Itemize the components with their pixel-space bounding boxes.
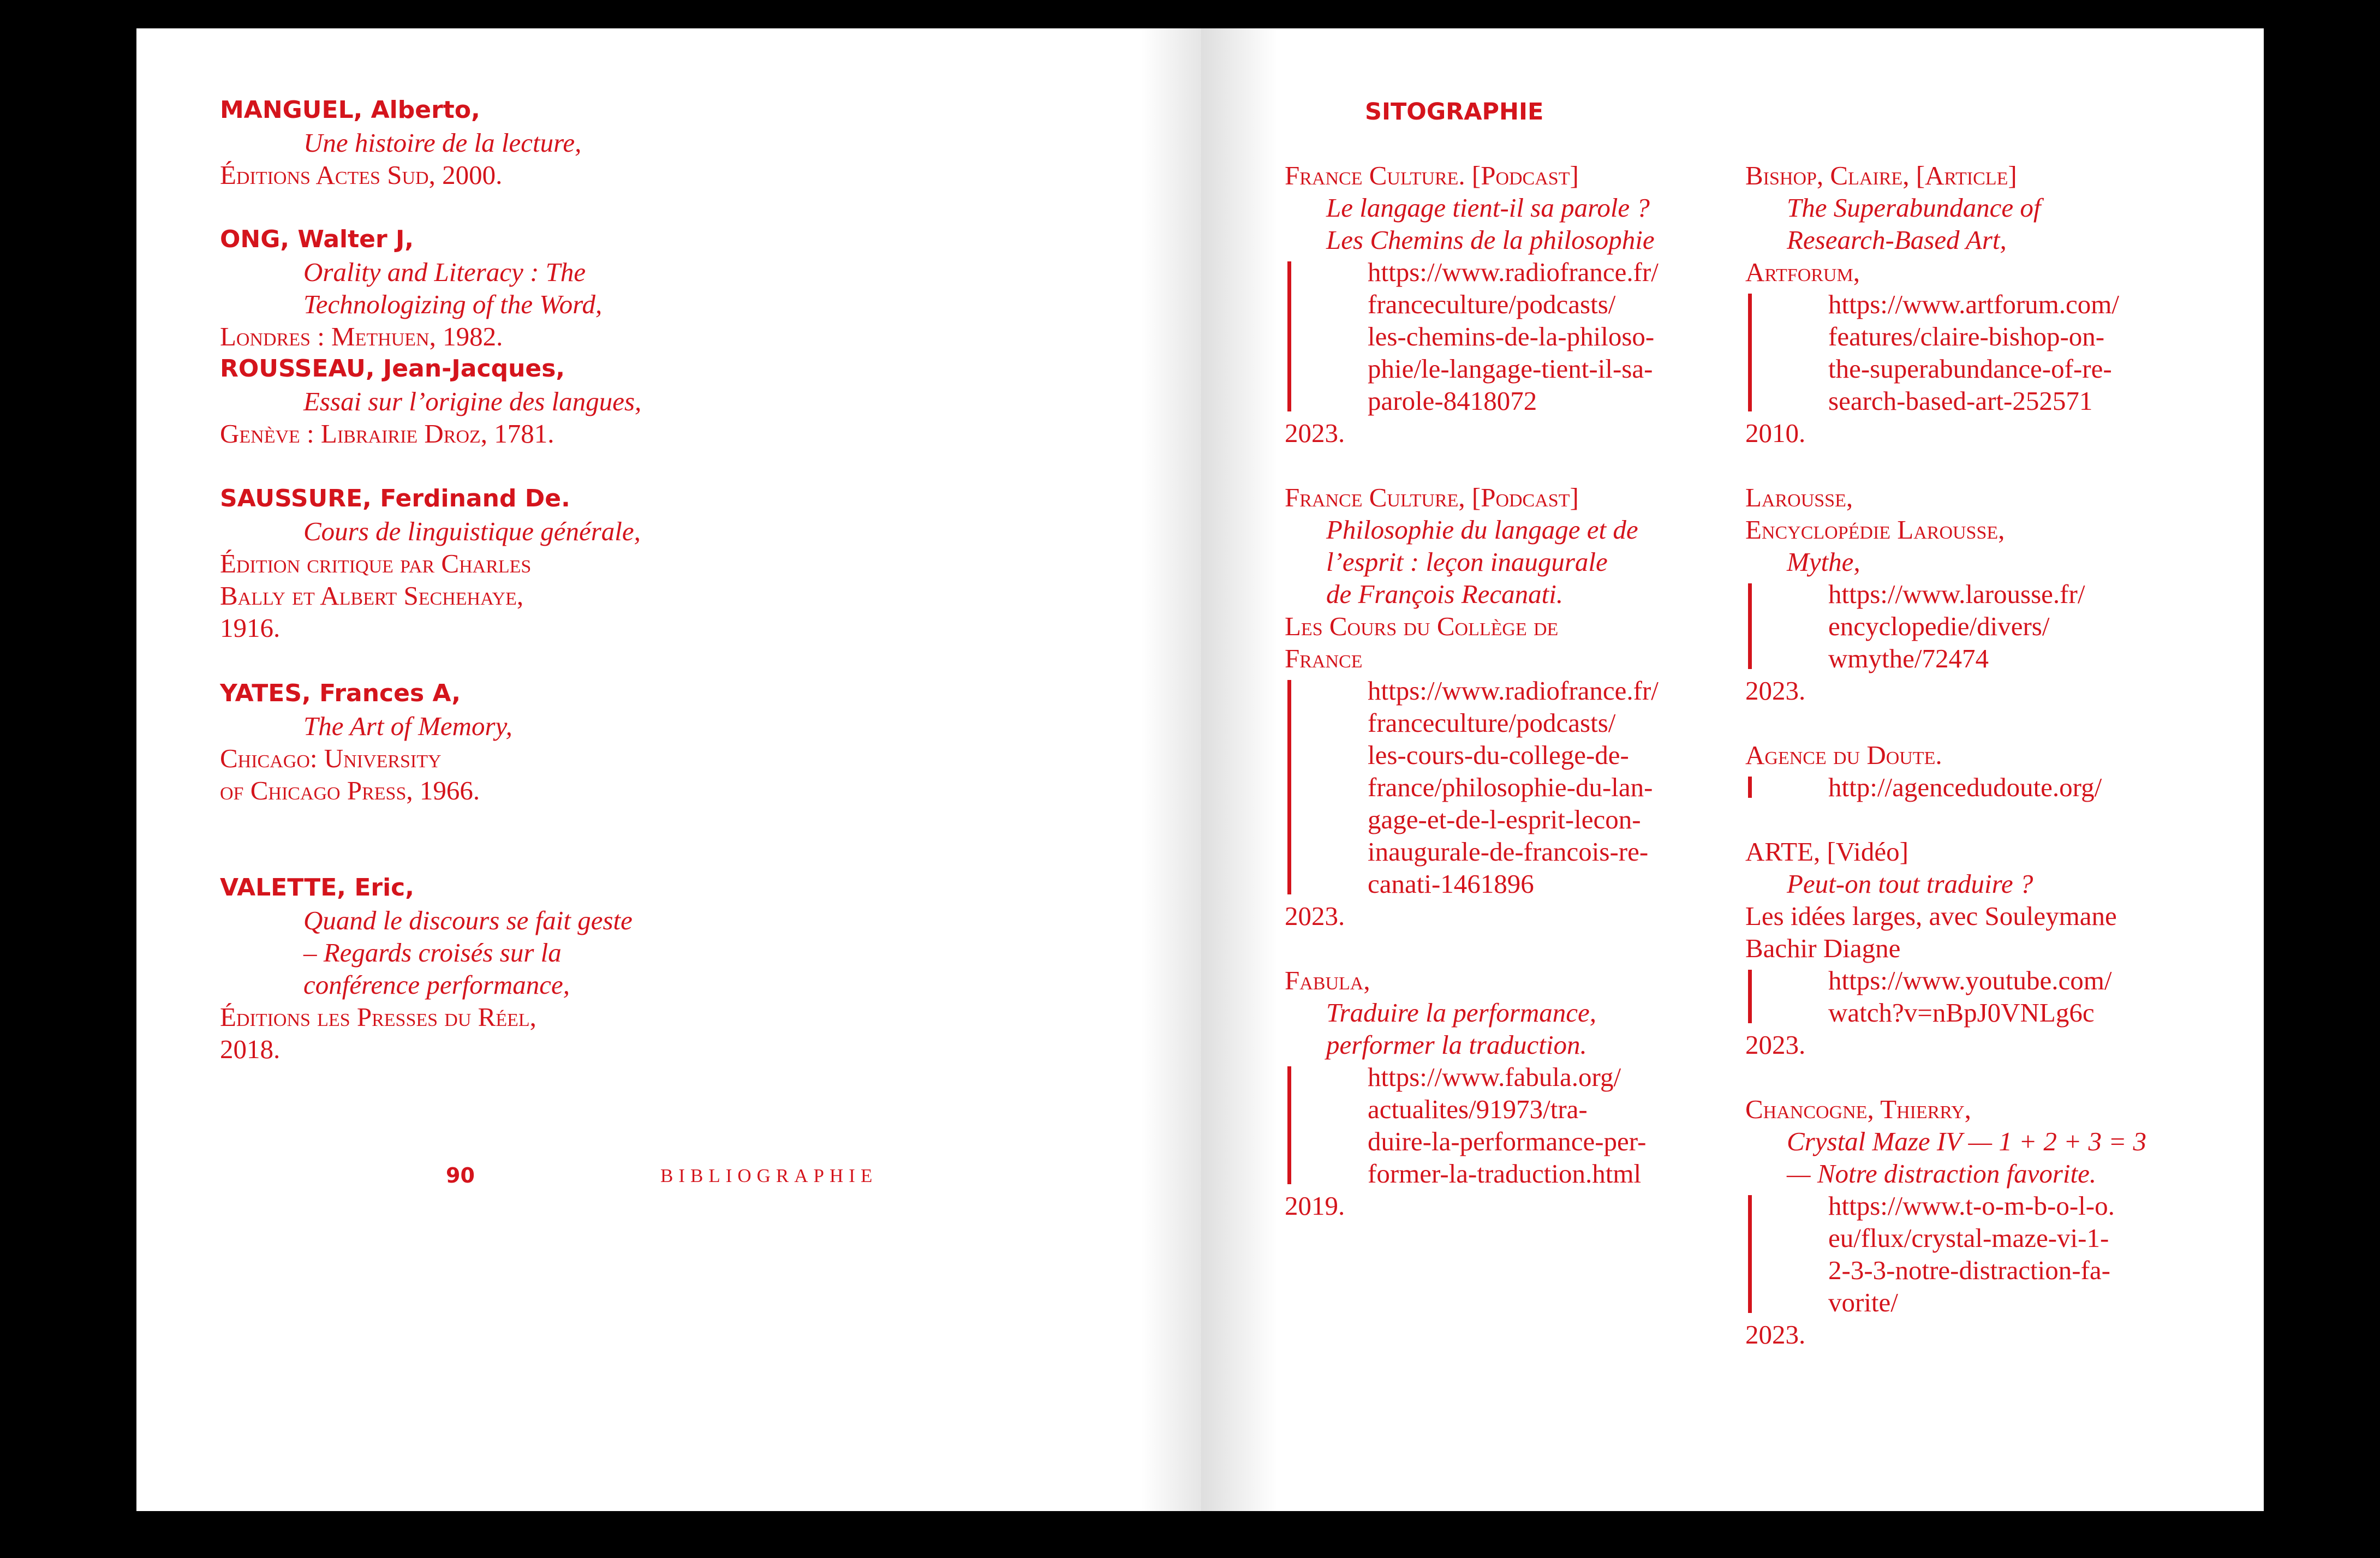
entry-line: Les Cours du Collège de [1285,611,1559,641]
url-link-line[interactable]: https://www.radiofrance.fr/ [1368,257,1659,287]
entry-line: 2023. [1285,901,1345,931]
entry-line: 2018. [220,1034,281,1064]
entry-line: l’esprit : leçon inaugurale [1326,547,1608,577]
url-block [1745,964,2236,1029]
entry-line: 2010. [1745,418,1806,448]
entry-line: The Art of Memory, [303,711,512,741]
url-marker-bar [1287,680,1291,894]
url-marker-bar [1287,1066,1291,1184]
entry-line: – Regards croisés sur la [303,938,562,968]
entry-line: Fabula, [1285,965,1370,995]
sitography-entry [1745,1093,2236,1351]
right-page [1201,28,2264,1511]
url-link-line[interactable]: http://agencedudoute.org/ [1828,772,2102,802]
url-marker-bar [1748,1195,1752,1313]
sitography-entry [1285,159,1732,449]
entry-line: Genève : Librairie Droz, 1781. [220,419,554,449]
entry-line: 2023. [1745,676,1806,706]
url-link-line[interactable]: franceculture/podcasts/ [1368,708,1616,738]
sitography-entry [1285,481,1732,932]
url-link-line[interactable]: https://www.artforum.com/ [1828,289,2120,319]
entry-line: France [1285,643,1363,673]
entry-line: — Notre distraction favorite. [1787,1159,2097,1189]
url-link-line[interactable]: actualites/91973/tra- [1368,1094,1588,1124]
url-marker-bar [1748,583,1752,669]
url-link-line[interactable]: features/claire-bishop-on- [1828,321,2105,351]
url-link-line[interactable]: eu/flux/crystal-maze-vi-1- [1828,1223,2109,1253]
url-link-line[interactable]: phie/le-langage-tient-il-sa- [1368,354,1653,384]
url-link-line[interactable]: gage-et-de-l-esprit-lecon- [1368,804,1641,834]
left-page [136,28,1201,1511]
author-name: SAUSSURE, Ferdinand De. [220,485,570,512]
url-link-line[interactable]: https://www.youtube.com/ [1828,965,2112,995]
entry-line: The Superabundance of [1787,193,2041,223]
entry-line: Chancogne, Thierry, [1745,1094,1971,1124]
entry-line: Cours de linguistique générale, [303,516,641,546]
gutter-shadow [1141,28,1201,1511]
entry-line: Orality and Literacy : The [303,257,586,287]
author-name: YATES, Frances A, [220,679,461,707]
sitography-entry [1745,835,2236,1061]
url-link-line[interactable]: former-la-traduction.html [1368,1159,1642,1189]
entry-line: Une histoire de la lecture, [303,128,582,158]
entry-line: Technologizing of the Word, [303,289,603,319]
entry-line: Mythe, [1787,547,1860,577]
bibliography-entry [220,94,581,191]
url-link-line[interactable]: parole-8418072 [1368,386,1537,416]
author-name: MANGUEL, Alberto, [220,96,480,124]
bibliography-entry [220,482,641,644]
entry-line: Les Chemins de la philosophie [1326,225,1655,255]
running-head: BIBLIOGRAPHIE [660,1165,878,1186]
page-number: 90 [446,1163,475,1187]
entry-line: Encyclopédie Larousse, [1745,515,2005,545]
url-link-line[interactable]: the-superabundance-of-re- [1828,354,2112,384]
bibliography-entry [220,677,512,807]
entry-line: ARTE, [Vidéo] [1745,837,1908,867]
entry-line: Londres : Methuen, 1982. [220,321,503,351]
author-name: VALETTE, Eric, [220,874,414,902]
url-link-line[interactable]: canati-1461896 [1368,869,1534,899]
sitography-column-1 [1285,159,1732,1254]
entry-line: Essai sur l’origine des langues, [303,386,642,416]
entry-line: Édition critique par Charles [220,548,532,578]
url-marker-bar [1748,294,1752,411]
entry-line: France Culture, [Podcast] [1285,482,1579,512]
entry-line: Les idées larges, avec Souleymane [1745,901,2117,931]
url-block [1285,256,1732,417]
url-marker-bar [1748,970,1752,1023]
url-block [1285,1061,1732,1190]
entry-line: Artforum, [1745,257,1860,287]
sitography-entry [1745,481,2236,707]
url-link-line[interactable]: https://www.larousse.fr/ [1828,579,2085,609]
sitography-entry [1285,964,1732,1222]
entry-line: Bally et Albert Sechehaye, [220,581,524,611]
url-marker-bar [1287,261,1291,411]
url-link-line[interactable]: vorite/ [1828,1287,1898,1317]
url-link-line[interactable]: franceculture/podcasts/ [1368,289,1616,319]
entry-line: 2023. [1745,1030,1806,1060]
entry-line: 2023. [1745,1320,1806,1350]
entry-line: France Culture. [Podcast] [1285,160,1579,190]
sitography-entry [1745,159,2236,449]
entry-line: Larousse, [1745,482,1853,512]
author-name: ROUSSEAU, Jean-Jacques, [220,355,565,383]
entry-line: Éditions Actes Sud, 2000. [220,160,503,190]
entry-line: of Chicago Press, 1966. [220,775,480,805]
url-link-line[interactable]: les-cours-du-college-de- [1368,740,1629,770]
sitography-column-2 [1745,159,2236,1383]
entry-line: conférence performance, [303,970,570,1000]
url-link-line[interactable]: https://www.fabula.org/ [1368,1062,1621,1092]
entry-line: Bishop, Claire, [Article] [1745,160,2017,190]
entry-line: Chicago: University [220,743,442,773]
entry-line: Quand le discours se fait geste [303,905,633,935]
bibliography-entry [220,223,602,353]
url-block [1745,578,2236,674]
entry-line: Peut-on tout traduire ? [1787,869,2033,899]
entry-line: Traduire la performance, [1326,998,1596,1028]
url-link-line[interactable]: wmythe/72474 [1828,643,1989,673]
bibliography-entry [220,353,641,450]
entry-line: Bachir Diagne [1745,933,1901,963]
url-block [1745,1190,2236,1318]
section-heading: SITOGRAPHIE [1365,98,1544,126]
bibliography-entry [220,871,633,1065]
url-link-line[interactable]: france/philosophie-du-lan- [1368,772,1653,802]
url-link-line[interactable]: watch?v=nBpJ0VNLg6c [1828,998,2095,1028]
url-block [1745,771,2236,803]
entry-line: Research-Based Art, [1787,225,2007,255]
entry-line: 2023. [1285,418,1345,448]
url-link-line[interactable]: les-chemins-de-la-philoso- [1368,321,1655,351]
entry-line: Crystal Maze IV — 1 + 2 + 3 = 3 [1787,1126,2147,1156]
author-name: ONG, Walter J, [220,225,414,253]
entry-line: Agence du Doute. [1745,740,1942,770]
entry-line: performer la traduction. [1326,1030,1587,1060]
entry-line: Le langage tient-il sa parole ? [1326,193,1650,223]
url-link-line[interactable]: duire-la-performance-per- [1368,1126,1647,1156]
url-block [1285,674,1732,900]
url-link-line[interactable]: https://www.radiofrance.fr/ [1368,676,1659,706]
entry-line: de François Recanati. [1326,579,1564,609]
url-link-line[interactable]: encyclopedie/divers/ [1828,611,2050,641]
gutter-shadow [1201,28,1278,1511]
url-link-line[interactable]: https://www.t-o-m-b-o-l-o. [1828,1191,2115,1221]
url-block [1745,288,2236,417]
url-marker-bar [1748,777,1752,798]
url-link-line[interactable]: inaugurale-de-francois-re- [1368,837,1649,867]
url-link-line[interactable]: search-based-art-252571 [1828,386,2093,416]
url-link-line[interactable]: 2-3-3-notre-distraction-fa- [1828,1255,2110,1285]
sitography-entry [1745,739,2236,803]
entry-line: Éditions les Presses du Réel, [220,1002,536,1032]
entry-line: 1916. [220,613,281,643]
entry-line: 2019. [1285,1191,1345,1221]
entry-line: Philosophie du langage et de [1326,515,1638,545]
